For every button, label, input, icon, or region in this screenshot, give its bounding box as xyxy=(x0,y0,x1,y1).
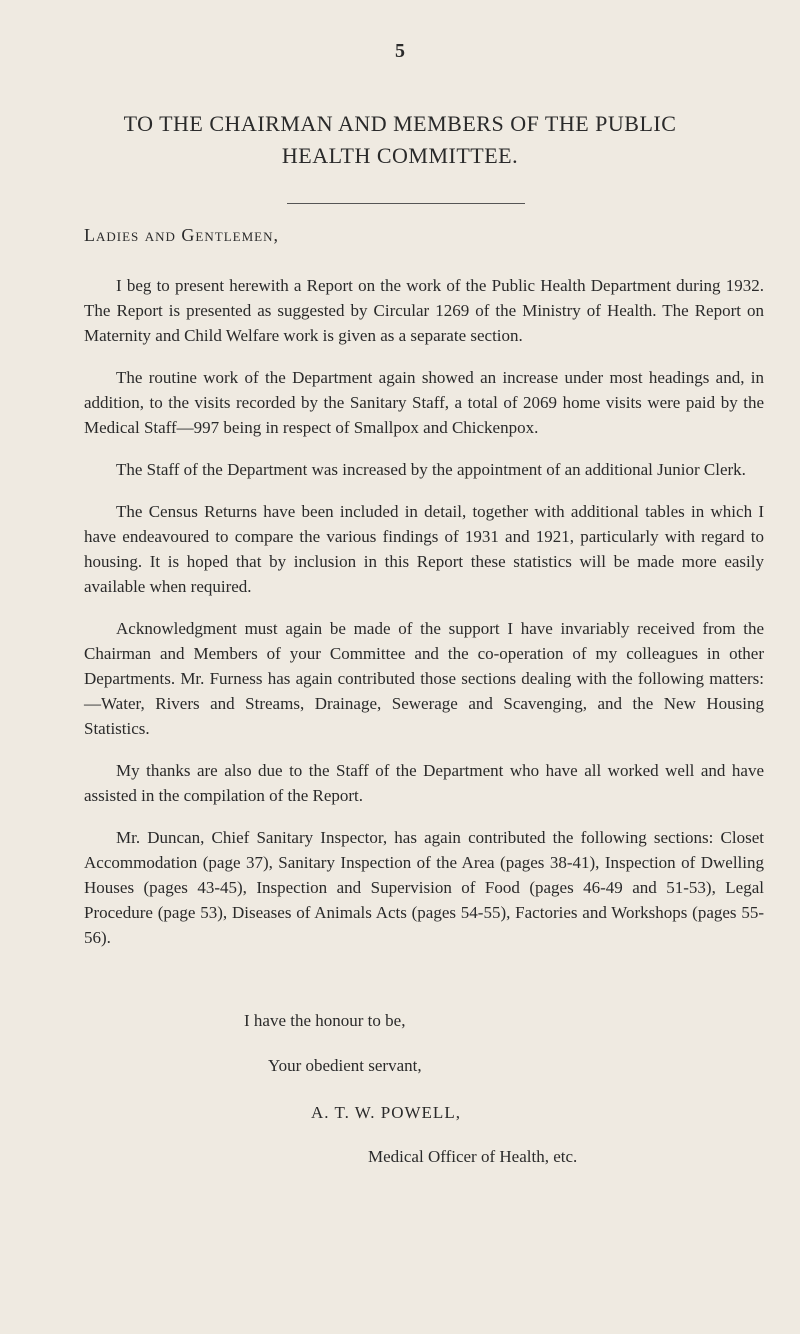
paragraph: Acknowledgment must again be made of the support I have invariably received from the Chairman and Members of your Committee and the co-operation of my colleagues in other Departments. Mr. Furness has again contributed those sections dealing with the following matters:—Water, Rivers and Streams, Drainage, Sewerage and Scavenging, and the New Housing Statistics. xyxy=(84,619,764,738)
paragraph: Mr. Duncan, Chief Sanitary Inspector, has again contributed the following sections: Closet Accommodation (page 37), Sanitary Inspection of the Area (pages 38-41), Inspection of Dwelling Houses (pages 43-45), Inspection and Supervision of Food (pages 46-49 and 51-53), Legal Procedure (page 53), Diseases of Animals Acts (pages 54-55), Factories and Workshops (pages 55-56). xyxy=(84,828,764,947)
salutation: Ladies and Gentlemen, xyxy=(84,225,279,245)
paragraph: I beg to present herewith a Report on the work of the Public Health Department during 1932. The Report is presented as suggested by Circular 1269 of the Ministry of Health. The Report on Maternity and Child Welfare work is given as a separate section. xyxy=(84,276,764,345)
page-number: 5 xyxy=(395,40,405,62)
signatory-title: Medical Officer of Health, etc. xyxy=(368,1147,578,1166)
heading-line-2: HEALTH COMMITTEE. xyxy=(281,143,519,168)
divider-rule xyxy=(287,203,525,204)
closing-honour: I have the honour to be, xyxy=(244,1011,406,1030)
letter-body xyxy=(84,273,764,967)
closing-servant: Your obedient servant, xyxy=(268,1056,422,1075)
signatory-name: A. T. W. POWELL, xyxy=(311,1103,461,1122)
document-heading xyxy=(80,108,720,172)
paragraph: The Census Returns have been included in detail, together with additional tables in which I have endeavoured to compare the various findings of 1931 and 1921, particularly with regard to housing. It is hoped that by inclusion in this Report these statistics will be made more easily available when required. xyxy=(84,502,764,596)
paragraph: My thanks are also due to the Staff of the Department who have all worked well and have assisted in the compilation of the Report. xyxy=(84,761,764,805)
paragraph: The Staff of the Department was increased by the appointment of an additional Junior Clerk. xyxy=(116,460,746,479)
heading-line-1: TO THE CHAIRMAN AND MEMBERS OF THE PUBLIC xyxy=(123,111,677,136)
paragraph: The routine work of the Department again showed an increase under most headings and, in addition, to the visits recorded by the Sanitary Staff, a total of 2069 home visits were paid by the Medical Staff—997 being in respect of Smallpox and Chickenpox. xyxy=(84,368,764,437)
